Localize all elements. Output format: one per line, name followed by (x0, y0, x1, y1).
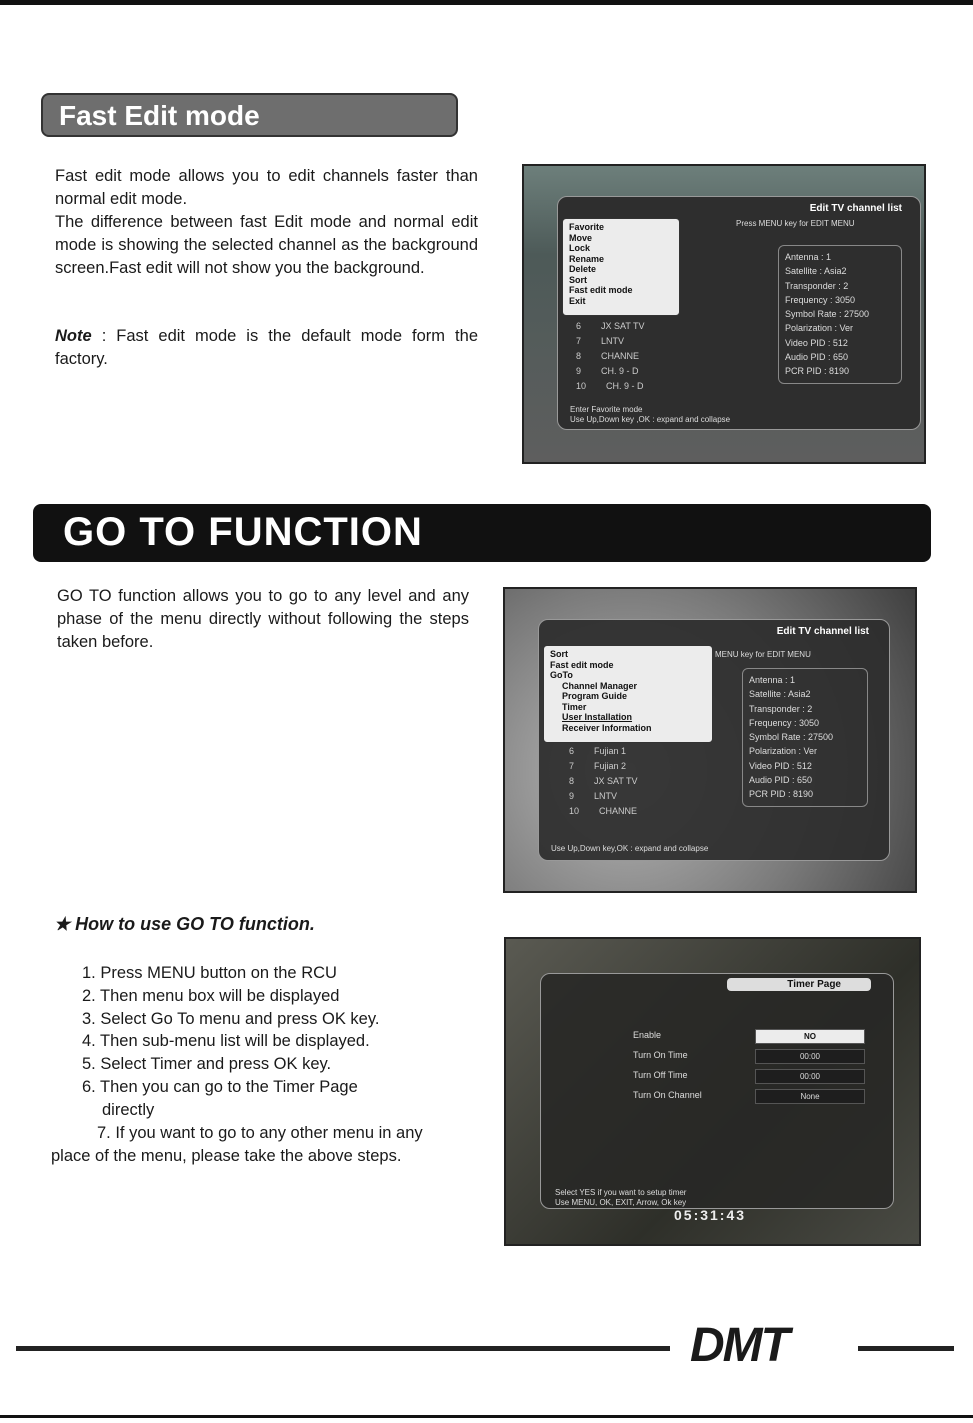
menu-item[interactable]: Sort (569, 274, 587, 285)
timer-label: Enable (633, 1030, 662, 1040)
fast-edit-title: Fast Edit mode (59, 100, 260, 131)
channel-row: 6 Fujian 1 (569, 746, 627, 756)
goto-screenshot (503, 587, 917, 893)
turn-on-channel-value[interactable]: None (755, 1089, 865, 1104)
channel-row: 8 JX SAT TV (569, 776, 638, 786)
step-item: 6. Then you can go to the Timer Page (82, 1077, 358, 1096)
step-item: 3. Select Go To menu and press OK key. (82, 1009, 380, 1028)
menu-item[interactable]: User Installation (562, 712, 633, 722)
timer-label: Turn Off Time (633, 1070, 688, 1080)
goto-menu-popup (543, 645, 713, 743)
menu-item[interactable]: Exit (569, 295, 586, 306)
step-7-line2: place of the menu, please take the above steps. (51, 1147, 402, 1165)
channel-row: 9 LNTV (569, 791, 618, 801)
goto-header (33, 504, 931, 562)
channel-row: 8 CHANNE (576, 351, 640, 361)
menu-item[interactable]: Timer (562, 701, 587, 712)
timer-panel (540, 973, 894, 1209)
goto-description: GO TO function allows you to go to any level and any phase of the menu directly without following the steps taken before. (57, 587, 469, 651)
step-item: 4. Then sub-menu list will be displayed. (82, 1032, 370, 1051)
step-item: directly (102, 1100, 155, 1119)
channel-row: 6 JX SAT TV (576, 321, 645, 331)
menu-item[interactable]: Receiver Information (562, 722, 652, 733)
channel-row: 10 CH. 9 - D (576, 381, 644, 391)
fast-edit-screenshot (522, 164, 926, 464)
timer-title: Timer Page (727, 978, 871, 991)
timer-label: Turn On Time (633, 1050, 688, 1060)
menu-item[interactable]: Lock (569, 243, 591, 253)
menu-item[interactable]: Sort (550, 649, 568, 659)
menu-item[interactable]: Program Guide (562, 691, 628, 701)
note-text: : Fast edit mode is the default mode form the factory. (55, 327, 478, 368)
step-item: 5. Select Timer and press OK key. (82, 1055, 332, 1074)
timer-help-bar: Select YES if you want to setup timer Use MENU, OK, EXIT, Arrow, Ok key (555, 1188, 687, 1207)
enable-value[interactable]: NO (755, 1029, 865, 1044)
steps-list (82, 962, 379, 1122)
menu-item[interactable]: Channel Manager (562, 680, 638, 691)
panel-title: Edit TV channel list (776, 626, 869, 637)
clock-display: 05:31:43 (674, 1207, 747, 1223)
menu-item[interactable]: GoTo (550, 670, 573, 680)
menu-item[interactable]: Favorite (569, 222, 605, 232)
brand-logo: DMT (690, 1319, 788, 1372)
menu-item[interactable]: Fast edit mode (569, 285, 633, 295)
help-bar: Enter Favorite mode Use Up,Down key ,OK : expand and collapse (570, 405, 731, 424)
menu-hint: Press MENU key for EDIT MENU (736, 219, 855, 228)
menu-item[interactable]: Rename (569, 253, 605, 264)
step-7-line1: 7. If you want to go to any other menu in any (97, 1124, 423, 1142)
step-item: 1. Press MENU button on the RCU (82, 964, 337, 982)
menu-hint: MENU key for EDIT MENU (715, 650, 811, 659)
turn-on-time-value[interactable]: 00:00 (755, 1049, 865, 1064)
footer-rule-right (858, 1346, 954, 1351)
fast-edit-para2: The difference between fast Edit mode and normal edit mode is showing the selected channel as the background screen.Fast edit will not show you the background. (55, 213, 478, 277)
channel-row: 9 CH. 9 - D (576, 366, 639, 376)
channel-info-box: Antenna : 1 Satellite : Asia2 Transponder : 2 Frequency : 3050 Symbol Rate : 27500 Polarization : Ver Video PID : 512 Audio PID : 650 PCR PID : 8190 (778, 245, 902, 384)
bottom-border (0, 1415, 973, 1418)
help-bar: Use Up,Down key,OK : expand and collapse (551, 844, 709, 853)
turn-off-time-value[interactable]: 00:00 (755, 1069, 865, 1084)
channel-row: 7 LNTV (576, 336, 625, 346)
howto-heading: ★ How to use GO TO function. (54, 914, 315, 934)
timer-label: Turn On Channel (633, 1090, 702, 1100)
timer-screenshot (504, 937, 921, 1246)
channel-row: 7 Fujian 2 (569, 761, 627, 771)
fast-edit-header (41, 93, 458, 137)
note-label: Note (55, 327, 92, 345)
panel-title: Edit TV channel list (809, 203, 902, 214)
menu-item[interactable]: Delete (569, 264, 597, 274)
fast-edit-para1: Fast edit mode allows you to edit channels faster than normal edit mode. (55, 167, 478, 208)
channel-row: 10 CHANNE (569, 806, 638, 816)
top-border (0, 0, 973, 5)
menu-item[interactable]: Fast edit mode (550, 659, 614, 670)
fast-edit-description (55, 165, 478, 280)
goto-title: GO TO FUNCTION (63, 510, 423, 554)
step-item: 2. Then menu box will be displayed (82, 986, 340, 1005)
star-icon: ★ (54, 914, 71, 934)
fast-edit-note (55, 325, 478, 371)
footer-rule-left (16, 1346, 670, 1351)
menu-item[interactable]: Move (569, 232, 593, 243)
edit-menu-popup (562, 218, 680, 316)
channel-info-box: Antenna : 1 Satellite : Asia2 Transponder : 2 Frequency : 3050 Symbol Rate : 27500 Polarization : Ver Video PID : 512 Audio PID : 650 PCR PID : 8190 (742, 668, 868, 807)
